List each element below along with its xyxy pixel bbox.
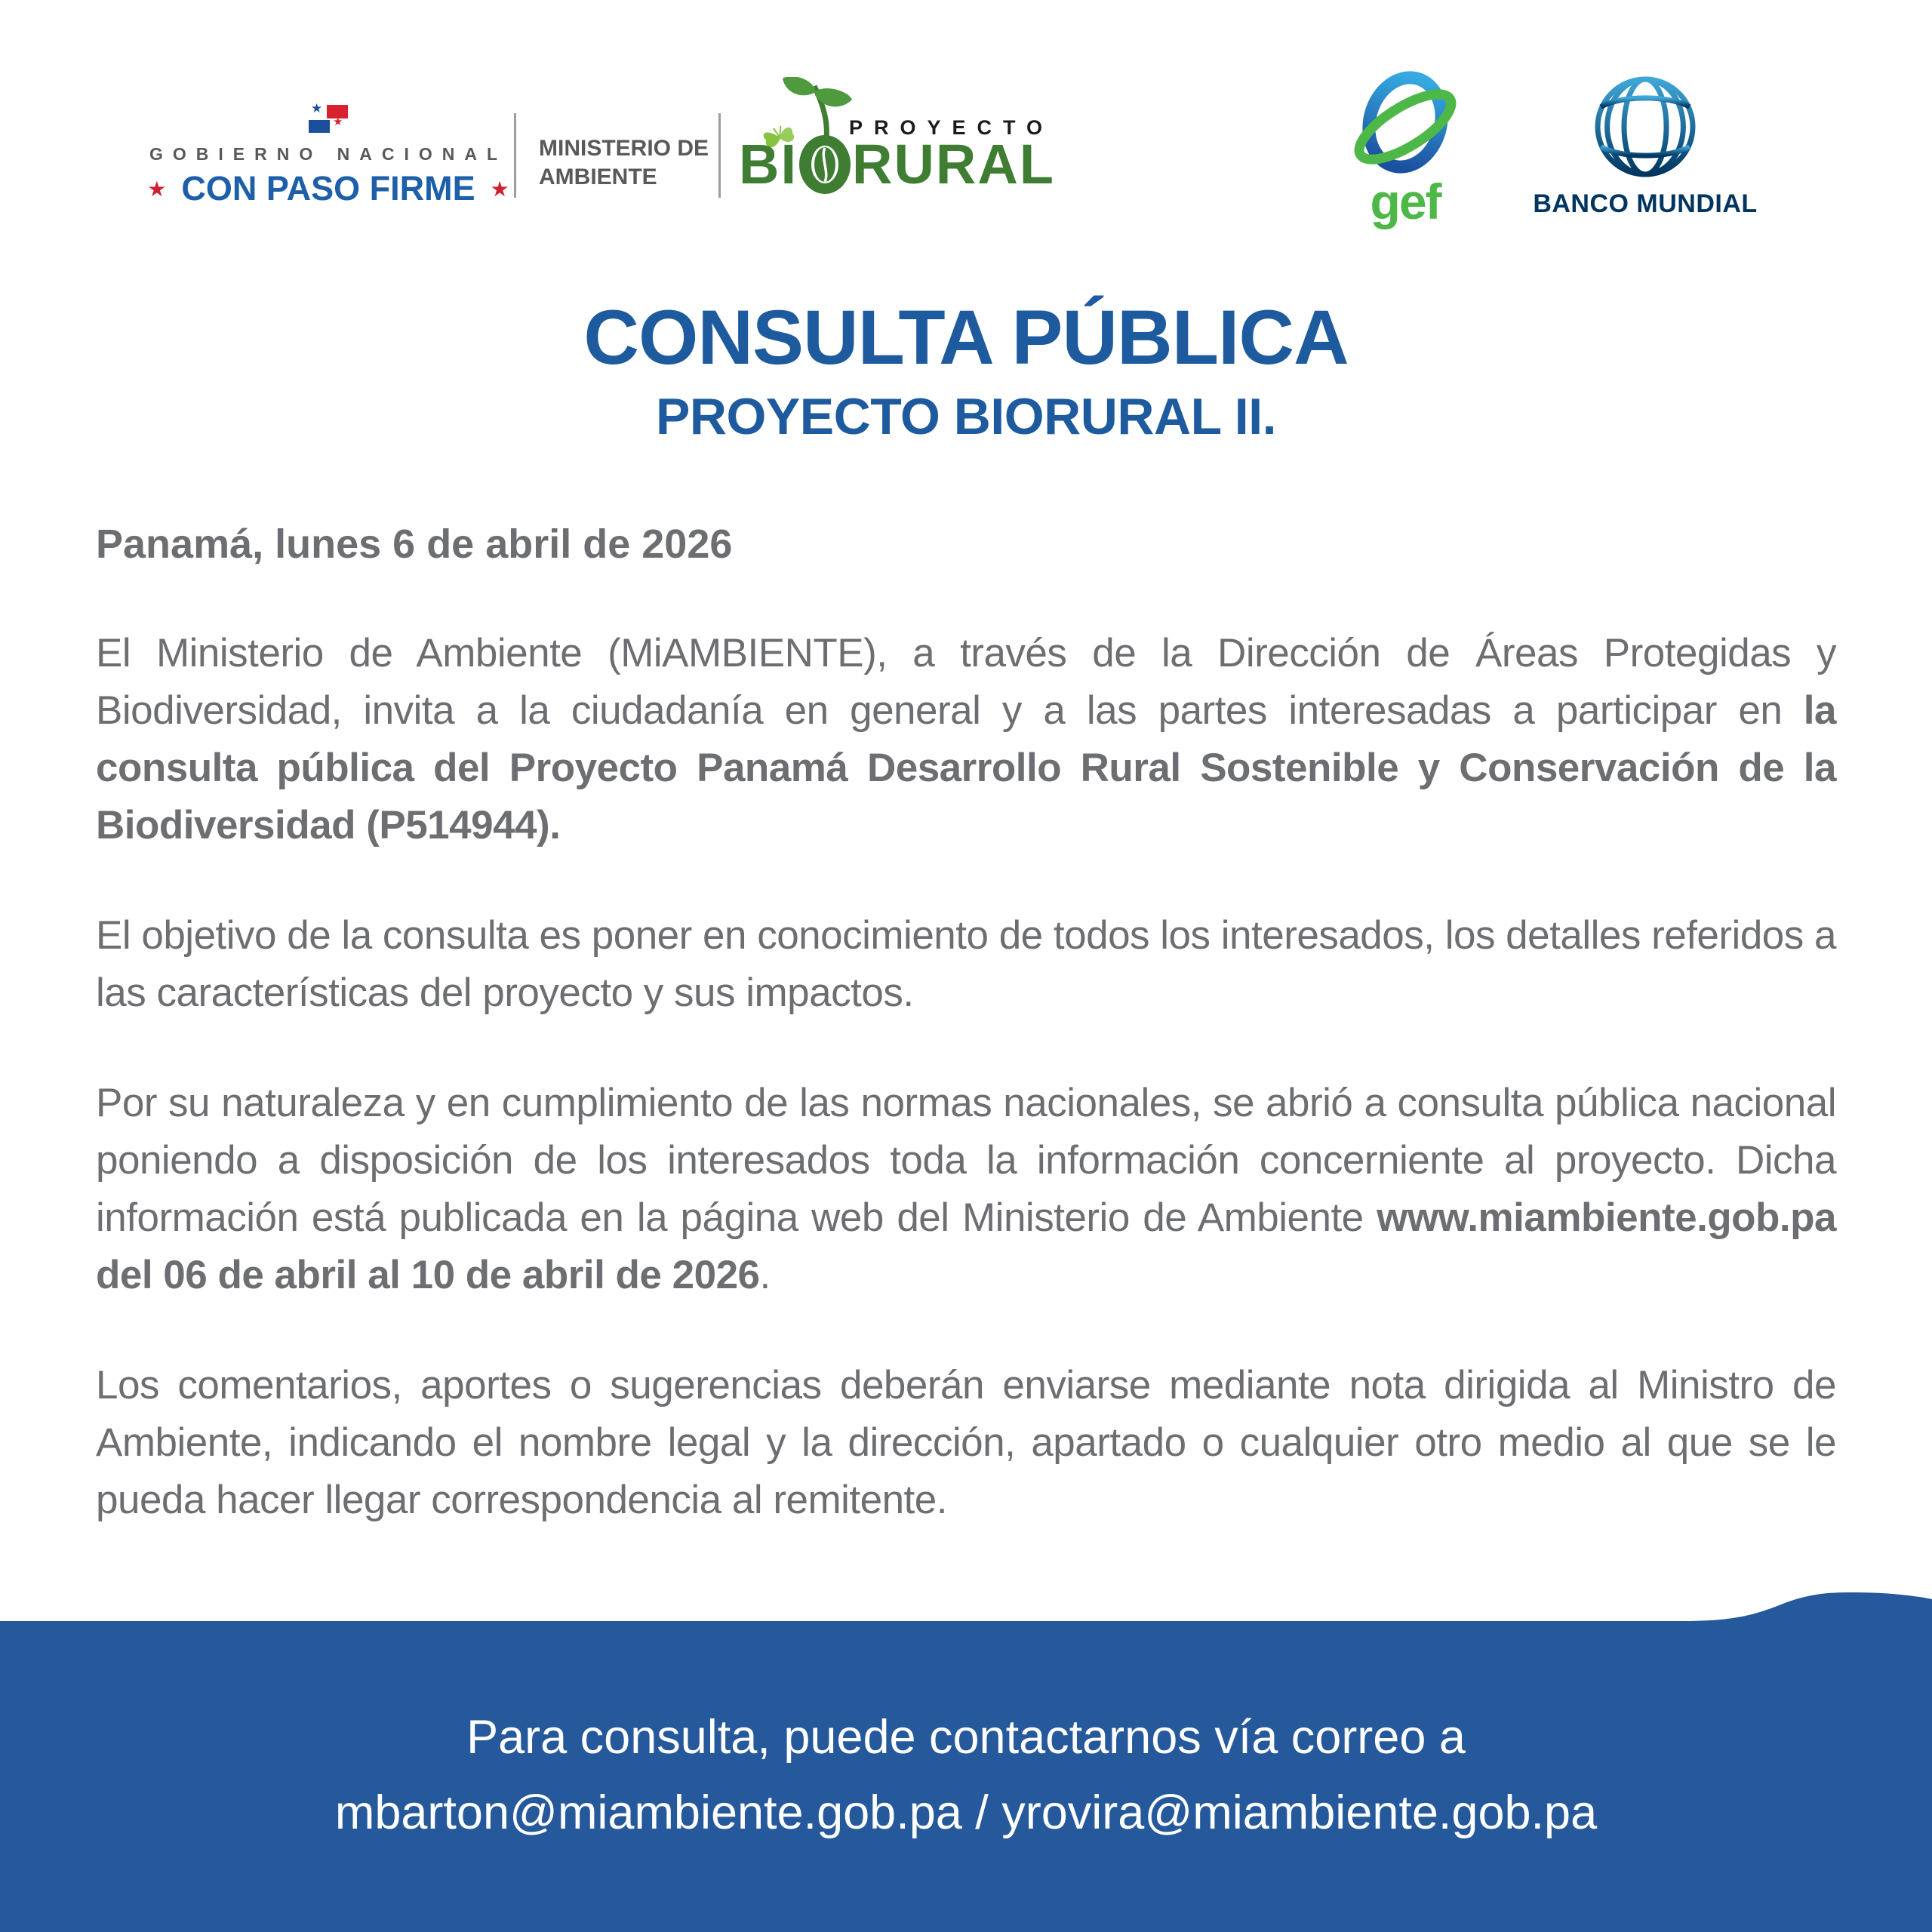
flag-blue-star-icon: ★ [311, 101, 323, 115]
footer-contact [0, 1700, 1932, 1850]
paragraph: El objetivo de la consulta es poner en conocimiento de todos los interesados, los detalles referidos a las características del proyecto y sus impactos. [96, 913, 1836, 1015]
footer-line1: Para consulta, puede contactarnos vía correo a [466, 1711, 1466, 1764]
ministerio-line1: MINISTERIO DE [539, 136, 709, 161]
biorural-left-letters: BI [739, 133, 798, 195]
ministerio-ambiente-logo [539, 134, 709, 192]
ministerio-line2: AMBIENTE [539, 165, 657, 189]
gef-globe-icon [1341, 69, 1469, 179]
flag-red-star-icon: ★ [333, 115, 343, 128]
panama-flag-icon [308, 101, 349, 133]
proyecto-label: PROYECTO [849, 116, 1054, 139]
gef-logo [1337, 69, 1473, 229]
title-block [0, 294, 1932, 445]
paragraph: El Ministerio de Ambiente (MiAMBIENTE), a través de la Dirección de Áreas Protegidas y Biodiversidad, invita a la ciudadanía en general y a las partes interesadas a participar en la consulta pública del Proyecto Panamá Desarrollo Rural Sostenible y Conservación de la Biodiversidad (P514944). [96, 631, 1836, 848]
paragraph: Por su naturaleza y en cumplimiento de las normas nacionales, se abrió a consulta pública nacional poniendo a disposición de los interesados toda la información concerniente al proyecto. Dicha información está publicada en la página web del Ministerio de Ambiente www.miambiente.gob.pa del 06 de abril al 10 de abril de 2026. [96, 1081, 1836, 1297]
footer-emails: mbarton@miambiente.gob.pa / yrovira@miambiente.gob.pa [334, 1786, 1598, 1839]
con-paso-firme-row [140, 169, 517, 208]
biorural-right-letters: RURAL [852, 133, 1055, 195]
body [96, 521, 1836, 1582]
banco-mundial-label: BANCO MUNDIAL [1533, 189, 1758, 218]
body-paragraphs [96, 625, 1836, 1529]
star-left-icon: ★ [147, 177, 167, 201]
date-line: Panamá, lunes 6 de abril de 2026 [96, 521, 733, 567]
page-title: CONSULTA PÚBLICA [583, 294, 1349, 380]
world-bank-globe-icon [1592, 74, 1698, 180]
paragraph: Los comentarios, aportes o sugerencias deberán enviarse mediante nota dirigida al Ministro de Ambiente, indicando el nombre legal y la dirección, apartado o cualquier otro medio al que se le pueda hacer llegar correspondencia al remitente. [96, 1363, 1836, 1522]
biorural-logo [736, 77, 1060, 198]
footer-wave-shape [0, 1592, 1932, 1668]
gef-label: gef [1370, 174, 1441, 229]
header-divider-1 [514, 113, 516, 198]
con-paso-firme-label: CON PASO FIRME [181, 169, 475, 208]
biorural-wordmark [739, 134, 1055, 195]
flag-blue-square [309, 120, 330, 133]
coffee-bean-o-icon [798, 134, 851, 195]
gobierno-nacional-logo [140, 101, 517, 208]
header-divider-2 [718, 113, 721, 198]
page-subtitle: PROYECTO BIORURAL II. [656, 388, 1276, 445]
star-right-icon: ★ [490, 177, 509, 201]
banco-mundial-logo [1509, 74, 1781, 219]
gobierno-nacional-label: GOBIERNO NACIONAL [149, 144, 507, 164]
